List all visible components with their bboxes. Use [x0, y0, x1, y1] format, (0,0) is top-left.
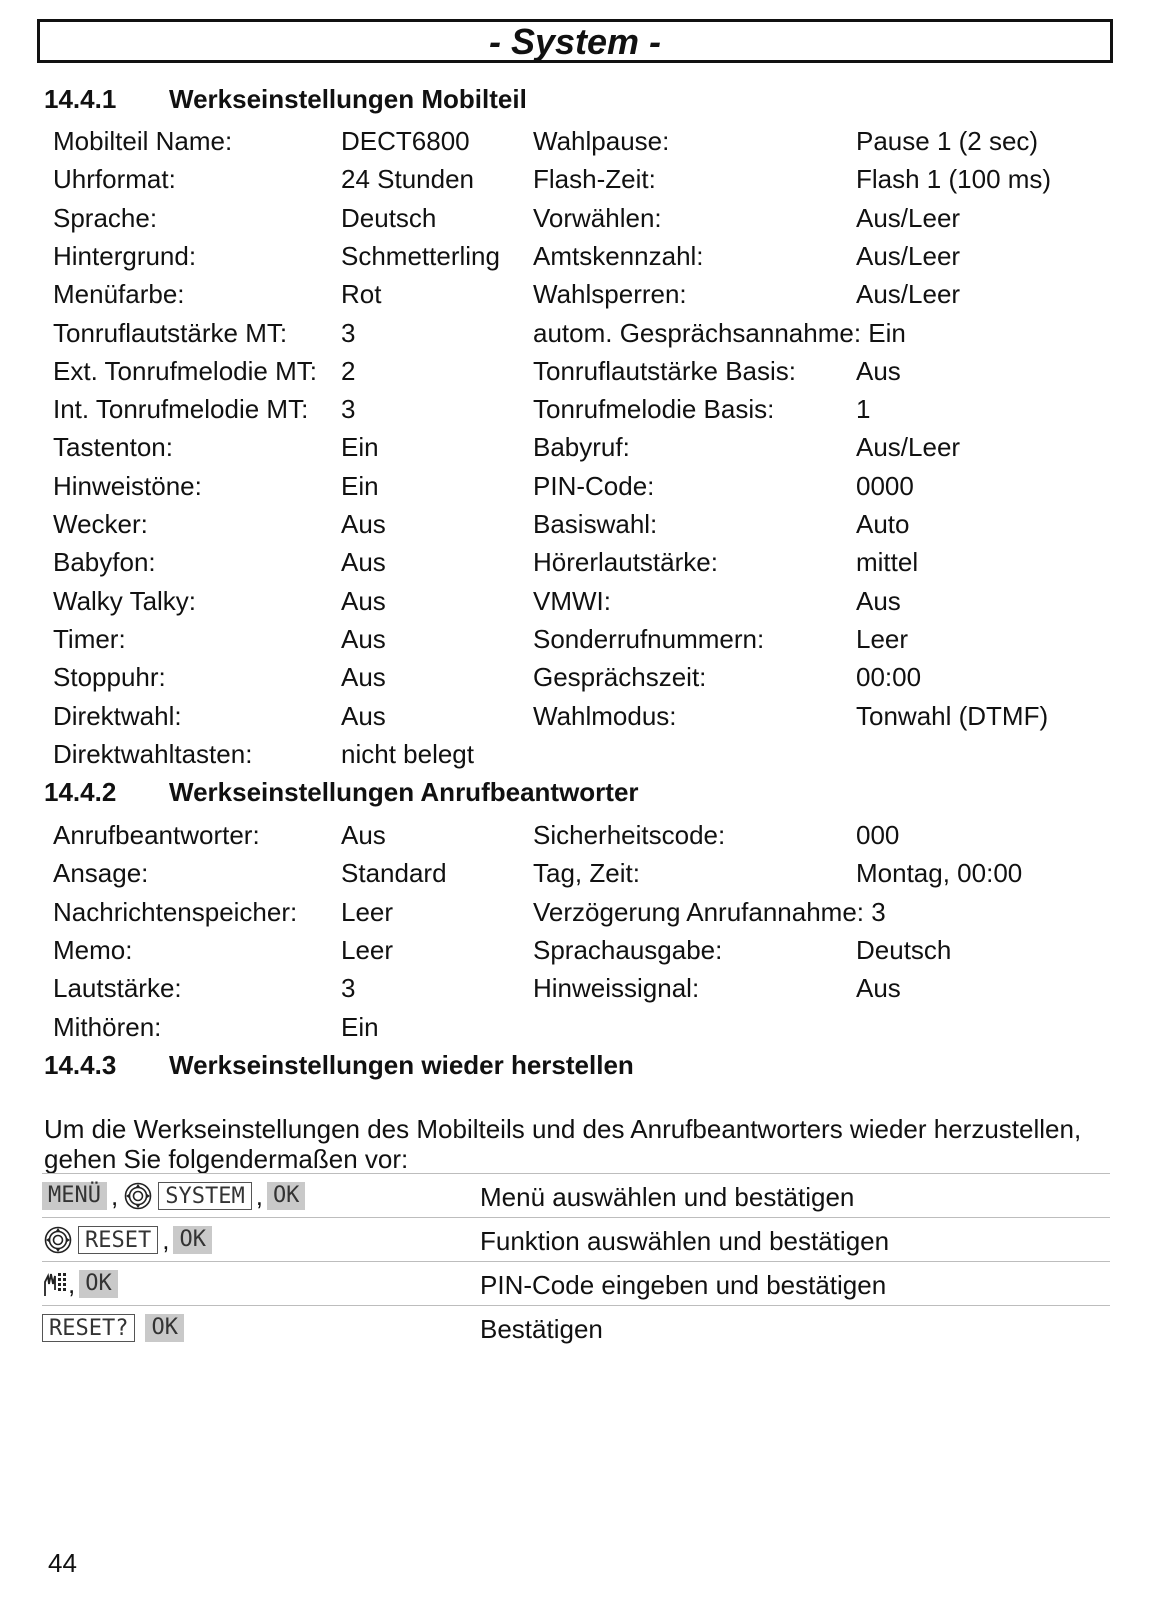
setting-value: Aus — [341, 547, 386, 578]
setting-label: Vorwählen: — [533, 202, 662, 233]
setting-value: Aus/Leer — [856, 279, 961, 310]
setting-value: Aus — [341, 509, 386, 539]
reset-steps-table — [42, 1173, 1110, 1349]
separator: , — [255, 1181, 263, 1211]
setting-value: mittel — [856, 547, 919, 578]
step-row — [42, 1217, 1110, 1261]
setting-label: Wahlmodus: — [533, 700, 677, 731]
step-row — [42, 1305, 1110, 1349]
ok-softkey[interactable]: OK — [173, 1226, 212, 1254]
step-row — [42, 1173, 1110, 1217]
setting-label: Basiswahl: — [533, 509, 658, 539]
navigation-key-icon[interactable] — [44, 1226, 72, 1254]
setting-value: Deutsch — [856, 934, 952, 965]
setting-label: Nachrichtenspeicher: — [53, 896, 298, 927]
setting-label: Wecker: — [53, 509, 148, 539]
setting-value: Aus — [341, 700, 386, 731]
setting-value: Aus — [856, 973, 901, 1004]
setting-label: PIN-Code: — [533, 470, 655, 501]
setting-label: Walky Talky: — [53, 585, 197, 616]
setting-label: Hörerlautstärke: — [533, 547, 718, 578]
setting-label: Mobilteil Name: — [53, 126, 233, 156]
setting-label: Menüfarbe: — [53, 279, 185, 310]
menu-softkey[interactable]: MENÜ — [42, 1182, 107, 1210]
setting-value: 000 — [856, 820, 900, 850]
step-keys — [42, 1311, 184, 1345]
setting-value: Ein — [341, 1011, 379, 1042]
setting-label: Sprachausgabe: — [533, 934, 723, 965]
setting-value: DECT6800 — [341, 126, 470, 156]
setting-value: Aus — [341, 662, 386, 693]
system-display-key[interactable]: SYSTEM — [158, 1182, 251, 1210]
setting-value: Montag, 00:00 — [856, 858, 1023, 889]
step-description: Menü auswählen und bestätigen — [480, 1182, 855, 1212]
keypad-hand-icon[interactable] — [42, 1270, 68, 1298]
setting-label: Mithören: — [53, 1011, 162, 1042]
setting-value: Ein — [341, 432, 379, 463]
setting-label: Tonruflautstärke MT: — [53, 317, 288, 348]
setting-label: Babyruf: — [533, 432, 630, 463]
setting-label: VMWI: — [533, 585, 611, 616]
setting-value: 24 Stunden — [341, 164, 475, 195]
setting-value: Aus — [856, 355, 901, 386]
section-title: Werkseinstellungen Anrufbeantworter — [169, 777, 639, 807]
setting-label: Int. Tonrufmelodie MT: — [53, 394, 309, 425]
setting-label: Gesprächszeit: — [533, 662, 707, 693]
setting-label: Sprache: — [53, 202, 158, 233]
section-heading-3 — [44, 1050, 634, 1080]
setting-label: Hinweistöne: — [53, 470, 202, 501]
setting-label: Hintergrund: — [53, 240, 197, 271]
setting-label: Tonrufmelodie Basis: — [533, 394, 775, 425]
setting-value: Leer — [341, 934, 394, 965]
step-keys — [42, 1267, 118, 1301]
section-number: 14.4.1 — [44, 84, 117, 114]
section-number: 14.4.3 — [44, 1050, 117, 1080]
setting-label: Amtskennzahl: — [533, 240, 704, 271]
ok-softkey[interactable]: OK — [79, 1270, 118, 1298]
step-keys — [42, 1179, 305, 1213]
setting-label: Direktwahl: — [53, 700, 182, 731]
setting-value: Aus/Leer — [856, 240, 961, 271]
setting-label: Tastenton: — [53, 432, 173, 463]
setting-value: Auto — [856, 509, 910, 539]
setting-label: Timer: — [53, 623, 126, 654]
section-title: Werkseinstellungen Mobilteil — [169, 84, 527, 114]
setting-value: nicht belegt — [341, 738, 474, 769]
setting-label: Tag, Zeit: — [533, 858, 640, 889]
setting-label: Direktwahltasten: — [53, 738, 253, 769]
setting-value: Schmetterling — [341, 240, 500, 271]
ok-softkey[interactable]: OK — [145, 1314, 184, 1342]
section-number: 14.4.2 — [44, 777, 117, 807]
setting-value: Rot — [341, 279, 382, 310]
setting-value: Ein — [341, 470, 379, 501]
setting-label: Verzögerung Anrufannahme: 3 — [533, 896, 886, 927]
setting-value: Deutsch — [341, 202, 437, 233]
setting-label: autom. Gesprächsannahme: Ein — [533, 317, 906, 348]
setting-label: Sicherheitscode: — [533, 820, 726, 850]
setting-label: Memo: — [53, 934, 133, 965]
setting-value: Aus — [856, 585, 901, 616]
page-number: 44 — [48, 1548, 77, 1578]
setting-value: Standard — [341, 858, 447, 889]
step-description: Funktion auswählen und bestätigen — [480, 1226, 890, 1256]
setting-label: Stoppuhr: — [53, 662, 166, 693]
setting-label: Sonderrufnummern: — [533, 623, 765, 654]
section-heading-2 — [44, 777, 639, 807]
instruction-paragraph: Um die Werkseinstellungen des Mobilteils und des Anrufbeantworters wieder herzustellen, gehen Sie folgendermaßen vor: — [44, 1114, 1082, 1174]
separator: , — [110, 1181, 119, 1211]
setting-label: Ext. Tonrufmelodie MT: — [53, 355, 317, 386]
setting-value: 3 — [341, 317, 356, 348]
setting-label: Wahlpause: — [533, 126, 670, 156]
setting-value: Pause 1 (2 sec) — [856, 126, 1039, 156]
step-description: PIN-Code eingeben und bestätigen — [480, 1270, 887, 1300]
setting-value: Flash 1 (100 ms) — [856, 164, 1052, 195]
setting-value: 00:00 — [856, 662, 922, 693]
setting-label: Babyfon: — [53, 547, 156, 578]
setting-value: 3 — [341, 394, 356, 425]
ok-softkey[interactable]: OK — [267, 1182, 306, 1210]
navigation-key-icon[interactable] — [124, 1182, 152, 1210]
setting-label: Hinweissignal: — [533, 973, 700, 1004]
setting-value: 2 — [341, 355, 356, 386]
step-keys — [42, 1223, 212, 1257]
step-row — [42, 1261, 1110, 1305]
section-title: Werkseinstellungen wieder herstellen — [169, 1050, 634, 1080]
setting-value: Aus — [341, 820, 386, 850]
setting-label: Uhrformat: — [53, 164, 176, 195]
setting-value: Aus/Leer — [856, 432, 961, 463]
setting-label: Anrufbeantworter: — [53, 820, 260, 850]
setting-value: Leer — [341, 896, 394, 927]
reset-confirm-display-key[interactable]: RESET? — [42, 1314, 135, 1342]
setting-value: 1 — [856, 394, 871, 425]
setting-label: Lautstärke: — [53, 973, 182, 1004]
setting-value: Aus/Leer — [856, 202, 961, 233]
reset-display-key[interactable]: RESET — [78, 1226, 158, 1254]
setting-value: Leer — [856, 623, 909, 654]
step-description: Bestätigen — [480, 1314, 603, 1344]
setting-value: Tonwahl (DTMF) — [856, 700, 1049, 731]
setting-value: 3 — [341, 973, 356, 1004]
setting-value: Aus — [341, 623, 386, 654]
page-header — [37, 19, 1113, 63]
section-heading-1 — [44, 84, 527, 114]
separator: , — [162, 1225, 170, 1255]
setting-label: Tonruflautstärke Basis: — [533, 355, 797, 386]
setting-label: Flash-Zeit: — [533, 164, 656, 195]
setting-label: Ansage: — [53, 858, 149, 889]
page-header-title: - System - — [488, 21, 662, 62]
setting-value: Aus — [341, 585, 386, 616]
setting-label: Wahlsperren: — [533, 279, 687, 310]
separator: , — [68, 1269, 76, 1299]
setting-value: 0000 — [856, 470, 914, 501]
